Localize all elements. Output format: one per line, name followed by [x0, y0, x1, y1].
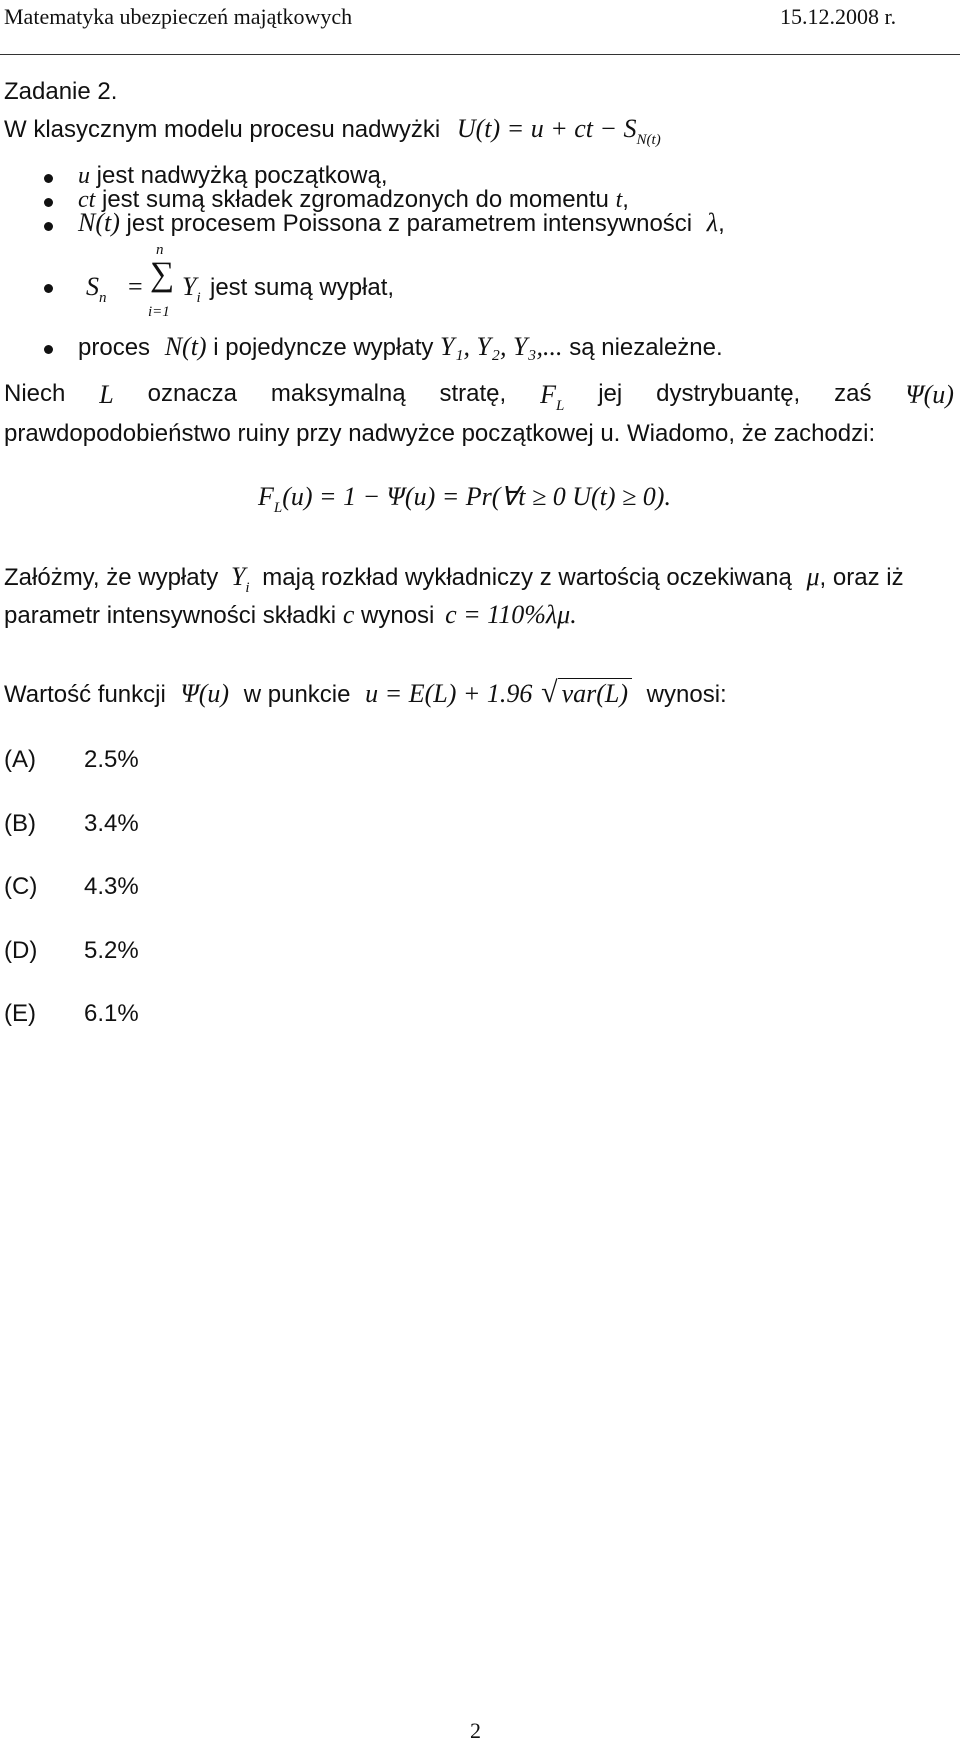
para2-line2: parametr intensywności składki c wynosi c = 110%λμ.: [4, 600, 577, 629]
intro-line: [4, 114, 661, 149]
sum-lower-limit: i=1: [148, 304, 170, 320]
para2-line1: Załóżmy, że wypłaty $Y_i$ mają rozkład wykładniczy z wartością oczekiwaną μ, oraz iż: [4, 562, 904, 596]
bullet-item-1: u jest nadwyżką początkową,: [78, 162, 388, 189]
bullet-item-5: proces N(t) i pojedyncze wypłaty Y₁, Y₂, Y₃,... są niezależne.: [78, 332, 723, 361]
task-heading: Zadanie 2.: [4, 78, 118, 105]
sum-term: $Y_i$: [182, 272, 201, 306]
option-c-label: (C): [4, 873, 38, 900]
header-divider: [0, 54, 960, 55]
bullet-dot: [44, 284, 53, 293]
header-date: 15.12.2008 r.: [780, 4, 897, 29]
bullet-dot: [44, 222, 53, 231]
bullet-dot: [44, 345, 53, 354]
option-e-value: 6.1%: [84, 1000, 139, 1027]
bullet-dot: [44, 174, 53, 183]
option-d-value: 5.2%: [84, 937, 139, 964]
sum-upper-limit: n: [156, 242, 164, 258]
intro-text: W klasycznym modelu procesu nadwyżki: [4, 116, 441, 143]
para1-line1: Niech L oznacza maksymalną stratę, $F_L$ jej dystrybuantę, zaś Ψ(u): [4, 380, 954, 414]
equals-sign: =: [128, 272, 143, 301]
para1-line2: prawdopodobieństwo ruiny przy nadwyżce początkowej u. Wiadomo, że zachodzi:: [4, 420, 876, 447]
question-line: Wartość funkcji Ψ(u) w punkcie u = E(L) + 1.96 √ var(L) wynosi:: [4, 676, 727, 709]
main-equation: $F_L(u) = 1 - \Psi(u)$ = Pr(∀t ≥ 0 U(t) ≥ 0).: [258, 482, 671, 516]
model-formula: U(t) = u + ct − $S_{N(t)}$: [456, 114, 661, 148]
sum-description: jest sumą wypłat,: [210, 274, 395, 301]
page-number: 2: [470, 1718, 481, 1743]
header-title: Matematyka ubezpieczeń majątkowych: [4, 4, 353, 29]
sigma-icon: ∑: [150, 256, 175, 293]
option-a-label: (A): [4, 746, 36, 773]
option-d-label: (D): [4, 937, 38, 964]
bullet-item-2: ct jest sumą składek zgromadzonych do momentu t,: [78, 186, 629, 213]
bullet-dot: [44, 198, 53, 207]
sqrt-icon: √: [541, 676, 558, 709]
sum-lhs: $S_n$: [86, 272, 107, 306]
option-a-value: 2.5%: [84, 746, 139, 773]
option-e-label: (E): [4, 1000, 36, 1027]
option-b-label: (B): [4, 810, 36, 837]
option-b-value: 3.4%: [84, 810, 139, 837]
option-c-value: 4.3%: [84, 873, 139, 900]
bullet-item-3: N(t) jest procesem Poissona z parametrem intensywności λ,: [78, 208, 725, 237]
